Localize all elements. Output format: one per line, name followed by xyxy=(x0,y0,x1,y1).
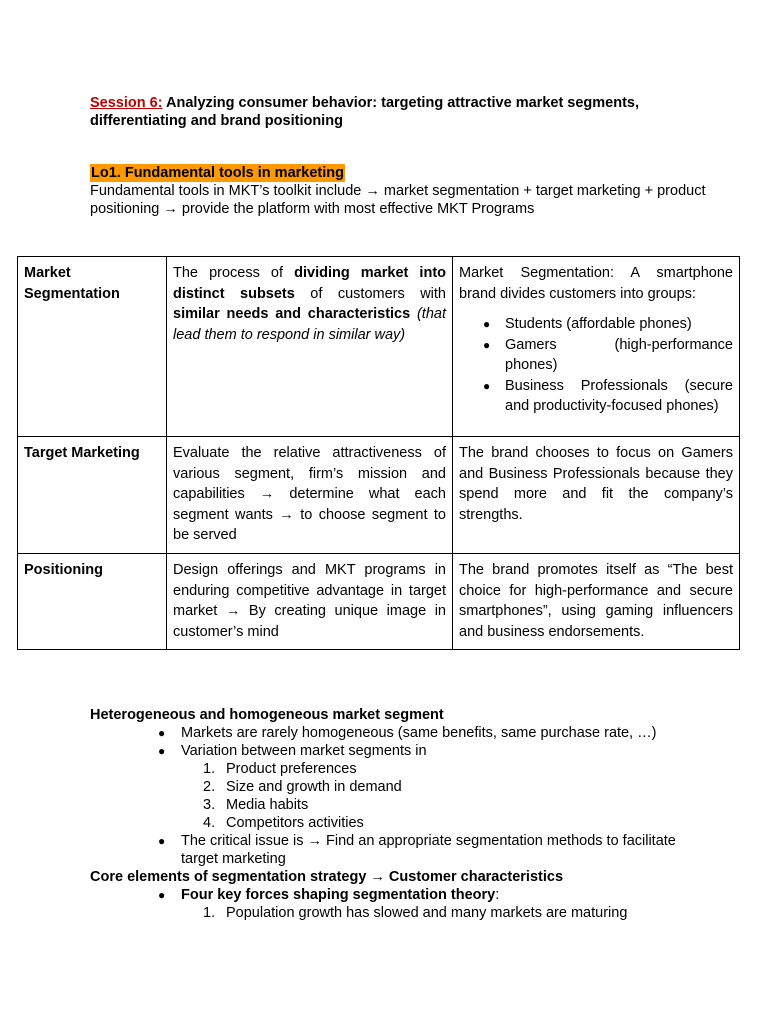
def-bold: dividing market into distinct subsets xyxy=(173,265,447,302)
row-definition: Design offerings and MKT programs in enduring competitive advantage in target market → By creating unique image in customer’s mind xyxy=(167,554,453,650)
item-text: Competitors activities xyxy=(226,815,364,831)
def-bold: similar needs and characteristics xyxy=(173,306,411,322)
list-item: 3. Media habits xyxy=(203,797,309,813)
segment-notes xyxy=(90,706,690,922)
session-title xyxy=(90,94,710,130)
list-item xyxy=(90,886,690,904)
lo1-heading: Lo1. Fundamental tools in marketing xyxy=(91,165,344,181)
row-example: The brand promotes itself as “The best choice for high-performance and secure smartphones”, using gaming influencers and business endorsements. xyxy=(453,554,740,650)
list-item: ● Gamers (high-performance phones) xyxy=(505,335,733,376)
item-text: Population growth has slowed and many markets are maturing xyxy=(226,905,628,921)
def-text: of customers with xyxy=(294,285,446,302)
list-item: 4. Competitors activities xyxy=(203,815,364,831)
row-term: Positioning xyxy=(18,554,167,650)
row-definition xyxy=(167,257,453,437)
list-item: ● Business Professionals (secure and productivity-focused phones) xyxy=(505,376,733,417)
def-text: The process of xyxy=(173,265,295,281)
def-italic: (that lead them to respond in similar way) xyxy=(173,306,446,343)
row-example xyxy=(453,257,740,437)
example-list xyxy=(459,314,733,417)
marketing-tools-table xyxy=(17,256,740,650)
lo1-text: Fundamental tools in MKT’s toolkit include → market segmentation + target marketing + product positioning → provide the platform with most effective MKT Programs xyxy=(90,183,706,217)
item-text: : xyxy=(495,887,500,903)
bullet-icon: ● xyxy=(158,834,166,848)
item-text: Variation between market segments in xyxy=(181,743,427,759)
list-item: ● Students (affordable phones) xyxy=(505,314,733,335)
row-example: The brand chooses to focus on Gamers and Business Professionals because they spend more and fit the company’s strengths. xyxy=(453,437,740,554)
item-text: Size and growth in demand xyxy=(226,779,402,795)
session-label: Session 6: xyxy=(90,95,163,111)
table-row xyxy=(18,437,740,554)
row-term: Target Marketing xyxy=(18,437,167,554)
item-text: Markets are rarely homogeneous (same benefits, same purchase rate, …) xyxy=(181,725,657,741)
item-text: Product preferences xyxy=(226,761,357,777)
list-item: 1. Product preferences xyxy=(203,761,357,777)
row-term: Market Segmentation xyxy=(18,257,167,437)
bullet-icon: ● xyxy=(158,744,166,758)
item-text: The critical issue is → Find an appropriate segmentation methods to facilitate target marketing xyxy=(181,833,676,867)
list-item xyxy=(90,832,690,868)
bullet-icon: ● xyxy=(158,726,166,740)
example-intro: Market Segmentation: A smartphone brand divides customers into groups: xyxy=(459,265,733,302)
item-text: Four key forces shaping segmentation theory xyxy=(181,887,496,903)
item-text: Media habits xyxy=(226,797,309,813)
table-row xyxy=(18,554,740,650)
list-item xyxy=(90,742,690,760)
bullet-icon: ● xyxy=(158,888,166,902)
list-item xyxy=(90,724,690,742)
core-heading: Core elements of segmentation strategy → Customer characteristics xyxy=(90,869,564,885)
list-item: 1. Population growth has slowed and many markets are maturing xyxy=(203,905,628,921)
row-definition: Evaluate the relative attractiveness of various segment, firm’s mission and capabilities → determine what each segment wants → to choose segment to be served xyxy=(167,437,453,554)
session-title-text: Analyzing consumer behavior: targeting attractive market segments, differentiating and brand positioning xyxy=(90,95,640,129)
section-heading: Heterogeneous and homogeneous market segment xyxy=(90,707,444,723)
list-item: 2. Size and growth in demand xyxy=(203,779,402,795)
table-row xyxy=(18,257,740,437)
